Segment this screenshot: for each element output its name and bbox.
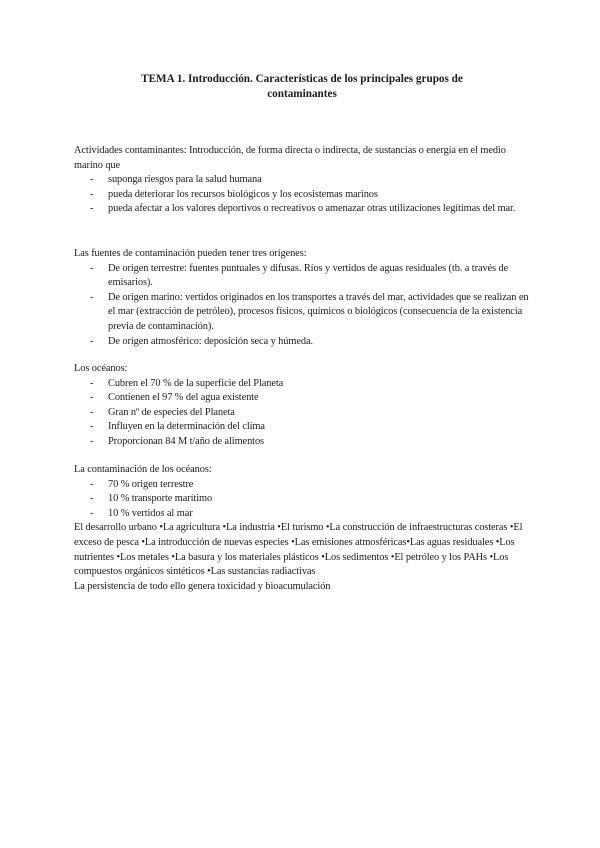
section-intro: La contaminación de los océanos: xyxy=(74,464,212,475)
list-item: - 70 % origen terrestre xyxy=(74,478,536,493)
pollutant-sources-paragraph: El desarrollo urbano •La agricultura •La industria •El turismo •La construcción de infraestructuras costeras •El exceso de pesca •La introducción de nuevas especies •Las emisiones atmosféricas•Las aguas residuales •Los nutrientes •Los metales •La basura y los materiales plásticos •Los sedimentos •El petróleo y los PAHs •Los compuestos orgánicos sintéticos •Las sustancias radiactivas xyxy=(74,522,523,578)
list-item: - De origen atmosférico: deposición seca y húmeda. xyxy=(74,335,536,350)
dash-marker: - xyxy=(90,335,94,347)
list-item: - pueda afectar a los valores deportivos o recreativos o amenazar otras utilizaciones legítimas del mar. xyxy=(74,202,534,217)
section-sources xyxy=(74,247,536,349)
dash-marker: - xyxy=(90,493,94,505)
section-activities xyxy=(74,144,534,217)
dash-marker: - xyxy=(90,291,94,303)
list-item: - 10 % transporte marítimo xyxy=(74,492,536,507)
dash-marker: - xyxy=(90,174,94,186)
list-item: - suponga riesgos para la salud humana xyxy=(74,173,534,188)
dash-marker: - xyxy=(90,507,94,519)
section-intro: Las fuentes de contaminación pueden tener tres orígenes: xyxy=(74,248,307,259)
list-item: - Contienen el 97 % del agua existente xyxy=(74,391,534,406)
dash-marker: - xyxy=(90,406,94,418)
bullet-list xyxy=(74,478,536,522)
section-intro: Los océanos: xyxy=(74,363,128,374)
title-line-2: contaminantes xyxy=(267,88,337,100)
section-oceans xyxy=(74,362,534,450)
list-item: - Proporcionan 84 M t/año de alimentos xyxy=(74,435,534,450)
dash-marker: - xyxy=(90,435,94,447)
bullet-list xyxy=(74,262,536,350)
list-item: - pueda deteriorar los recursos biológicos y los ecosistemas marinos xyxy=(74,188,534,203)
bullet-list xyxy=(74,377,534,450)
dash-marker: - xyxy=(90,421,94,433)
list-item: - Cubren el 70 % de la superficie del Planeta xyxy=(74,377,534,392)
dash-marker: - xyxy=(90,188,94,200)
closing-sentence: La persistencia de todo ello genera toxicidad y bioacumulación xyxy=(74,580,331,592)
title-line-1: TEMA 1. Introducción. Características de los principales grupos de xyxy=(141,73,463,85)
bullet-list xyxy=(74,173,534,217)
page-title xyxy=(74,72,530,102)
dash-marker: - xyxy=(90,478,94,490)
list-item: - Influyen en la determinación del clima xyxy=(74,420,534,435)
list-item: - De origen terrestre: fuentes puntuales y difusas. Ríos y vertidos de aguas residuales (tb. a través de emisarios). xyxy=(90,262,509,289)
section-intro: Actividades contaminantes: Introducción, de forma directa o indirecta, de sustancias o energía en el medio marino que xyxy=(74,145,506,171)
list-item: - 10 % vertidos al mar xyxy=(74,507,536,522)
dash-marker: - xyxy=(90,203,94,215)
section-ocean-pollution xyxy=(74,463,536,594)
dash-marker: - xyxy=(90,377,94,389)
dash-marker: - xyxy=(90,392,94,404)
dash-marker: - xyxy=(90,262,94,274)
list-item: - Gran nº de especies del Planeta xyxy=(74,406,534,421)
list-item: - De origen marino: vertidos originados en los transportes a través del mar, actividades que se realizan en el mar (extracción de petróleo), procesos físicos, químicos o biológicos (consecuencia de la existencia previa de contaminación). xyxy=(90,291,529,332)
